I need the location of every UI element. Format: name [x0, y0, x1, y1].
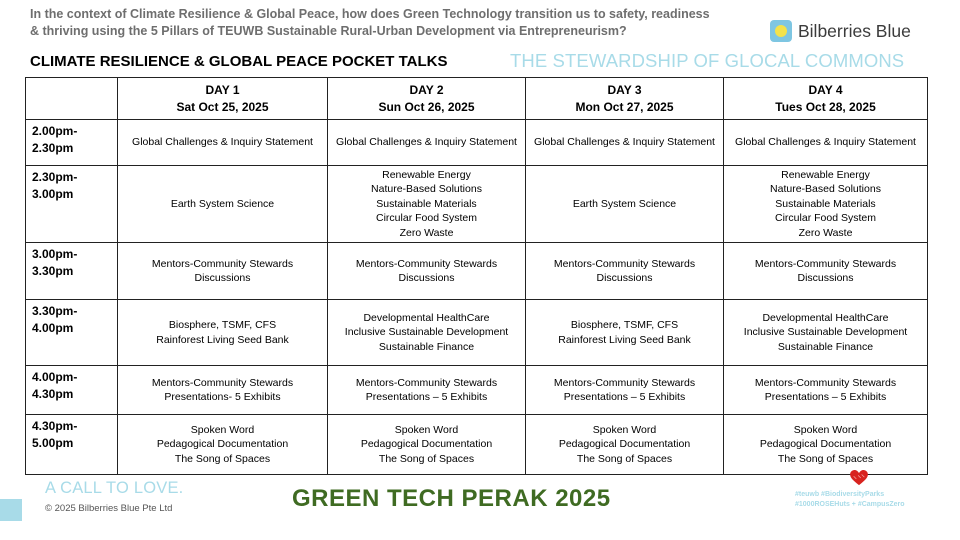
session-cell [328, 120, 526, 166]
session-title: Mentors-Community Stewards [553, 257, 696, 270]
session-cell [118, 120, 328, 166]
session-title: Rainforest Living Seed Bank [156, 333, 289, 346]
hashtag-line: #teuwb #BiodiversityParks [795, 491, 885, 498]
session-cell [526, 415, 724, 475]
session-cell [724, 166, 928, 243]
session-title: Discussions [797, 272, 854, 284]
session-title: The Song of Spaces [576, 452, 673, 465]
session-title: Global Challenges & Inquiry Statement [735, 136, 916, 149]
schedule-row [26, 243, 928, 300]
time-slot [26, 300, 118, 366]
theme-title: THE STEWARDSHIP OF GLOCAL COMMONS [510, 50, 905, 71]
session-title: Global Challenges & Inquiry Statement [132, 136, 313, 149]
schedule-row [26, 120, 928, 166]
decorative-square [0, 499, 22, 521]
time-slot-line: 4.30pm [32, 387, 74, 401]
time-slot-line: 3.00pm- [32, 247, 78, 261]
session-title: Mentors-Community Stewards [754, 257, 897, 270]
session-cell [724, 243, 928, 300]
session-title: Presentations – 5 Exhibits [563, 391, 686, 403]
day-header-2 [328, 78, 526, 120]
session-title: Biosphere, TSMF, CFS [168, 319, 277, 331]
day-label: DAY 4 [808, 82, 843, 97]
time-slot-line: 4.30pm- [32, 419, 78, 433]
time-slot-line: 2.00pm- [32, 124, 78, 138]
day-date: Tues Oct 28, 2025 [775, 99, 876, 114]
day-label: DAY 2 [409, 82, 444, 97]
event-banner: GREEN TECH PERAK 2025 [292, 485, 611, 512]
session-title: Developmental HealthCare [363, 311, 490, 324]
session-title: Spoken Word [592, 423, 657, 436]
session-title: Mentors-Community Stewards [553, 376, 696, 389]
schedule-header-row [26, 78, 928, 120]
session-title: Developmental HealthCare [762, 311, 889, 324]
session-cell [118, 166, 328, 243]
session-title: Spoken Word [793, 423, 858, 436]
session-title: Presentations – 5 Exhibits [764, 391, 887, 403]
session-title: Renewable Energy [382, 168, 471, 181]
schedule-row [26, 166, 928, 243]
session-title: Spoken Word [394, 423, 459, 436]
schedule-table [25, 77, 928, 475]
session-title: Presentations- 5 Exhibits [164, 391, 281, 403]
schedule-body [26, 120, 928, 475]
session-title: Circular Food System [775, 212, 876, 225]
session-title: Pedagogical Documentation [759, 438, 892, 451]
session-title: Renewable Energy [781, 168, 870, 181]
session-title: Sustainable Materials [775, 197, 876, 210]
session-title: Mentors-Community Stewards [151, 376, 294, 389]
session-title: The Song of Spaces [174, 452, 271, 465]
day-label: DAY 1 [205, 82, 240, 97]
day-header-4 [724, 78, 928, 120]
session-title: Sustainable Finance [777, 340, 874, 353]
day-date: Sat Oct 25, 2025 [176, 99, 269, 114]
session-cell [724, 120, 928, 166]
session-cell [328, 415, 526, 475]
session-cell [724, 366, 928, 415]
hashtags [795, 490, 935, 510]
session-title: Discussions [398, 272, 455, 284]
time-slot-line: 4.00pm- [32, 370, 78, 384]
session-title: Discussions [194, 272, 251, 284]
session-title: Inclusive Sustainable Development [344, 326, 509, 339]
session-cell [526, 120, 724, 166]
time-slot-line: 2.30pm- [32, 170, 78, 184]
intro-line-1: In the context of Climate Resilience & Global Peace, how does Green Technology transition us to safety, readiness [30, 7, 710, 21]
session-title: Pedagogical Documentation [156, 438, 289, 451]
time-slot-line: 5.00pm [32, 436, 74, 450]
time-slot-line: 4.00pm [32, 321, 74, 335]
day-header-1 [118, 78, 328, 120]
intro-question [30, 6, 760, 40]
logo-mark-icon [770, 20, 792, 42]
session-title: Global Challenges & Inquiry Statement [336, 136, 517, 149]
session-title: Mentors-Community Stewards [355, 257, 498, 270]
session-title: The Song of Spaces [777, 452, 874, 465]
call-to-love: A CALL TO LOVE. [45, 479, 184, 497]
time-slot-line: 3.00pm [32, 187, 74, 201]
session-title: Spoken Word [190, 423, 255, 436]
session-title: Circular Food System [376, 212, 477, 225]
session-title: Mentors-Community Stewards [151, 257, 294, 270]
session-cell [118, 243, 328, 300]
session-cell [328, 300, 526, 366]
copyright: © 2025 Bilberries Blue Pte Ltd [45, 503, 173, 514]
session-cell [724, 415, 928, 475]
session-title: Nature-Based Solutions [371, 183, 482, 196]
day-date: Sun Oct 26, 2025 [378, 99, 475, 114]
session-title: Nature-Based Solutions [770, 183, 881, 196]
session-title: Earth System Science [170, 197, 275, 210]
session-cell [118, 366, 328, 415]
corner-cell [26, 78, 118, 120]
brand-logo [770, 18, 911, 44]
session-title: Earth System Science [572, 197, 677, 210]
session-title: Inclusive Sustainable Development [743, 326, 908, 339]
session-title: Rainforest Living Seed Bank [558, 333, 691, 346]
session-cell [526, 366, 724, 415]
heart-icon [850, 470, 868, 486]
session-title: Zero Waste [798, 226, 853, 239]
time-slot [26, 366, 118, 415]
time-slot [26, 415, 118, 475]
session-cell [118, 300, 328, 366]
day-label: DAY 3 [607, 82, 642, 97]
hashtag-line: #1000ROSEHuts + #CampusZero [795, 501, 905, 508]
time-slot [26, 120, 118, 166]
session-cell [328, 166, 526, 243]
session-cell [118, 415, 328, 475]
time-slot [26, 166, 118, 243]
intro-line-2: & thriving using the 5 Pillars of TEUWB Sustainable Rural-Urban Development via Entrepreneurism? [30, 24, 627, 38]
session-title: Sustainable Finance [378, 340, 475, 353]
time-slot-line: 3.30pm- [32, 304, 78, 318]
time-slot-line: 2.30pm [32, 141, 74, 155]
time-slot [26, 243, 118, 300]
session-title: Sustainable Materials [376, 197, 477, 210]
event-title: CLIMATE RESILIENCE & GLOBAL PEACE POCKET TALKS [30, 53, 448, 70]
session-cell [328, 243, 526, 300]
logo-text: Bilberries Blue [798, 20, 911, 41]
session-cell [328, 366, 526, 415]
session-title: Pedagogical Documentation [558, 438, 691, 451]
session-title: Global Challenges & Inquiry Statement [534, 136, 715, 149]
session-title: Presentations – 5 Exhibits [365, 391, 488, 403]
session-title: Pedagogical Documentation [360, 438, 493, 451]
schedule-row [26, 366, 928, 415]
schedule-row [26, 300, 928, 366]
session-title: The Song of Spaces [378, 452, 475, 465]
schedule-row [26, 415, 928, 475]
session-cell [526, 166, 724, 243]
session-title: Zero Waste [399, 226, 454, 239]
time-slot-line: 3.30pm [32, 264, 74, 278]
session-title: Discussions [596, 272, 653, 284]
session-title: Mentors-Community Stewards [754, 376, 897, 389]
session-title: Mentors-Community Stewards [355, 376, 498, 389]
session-title: Biosphere, TSMF, CFS [570, 319, 679, 331]
session-cell [526, 243, 724, 300]
day-header-3 [526, 78, 724, 120]
session-cell [724, 300, 928, 366]
day-date: Mon Oct 27, 2025 [575, 99, 674, 114]
session-cell [526, 300, 724, 366]
